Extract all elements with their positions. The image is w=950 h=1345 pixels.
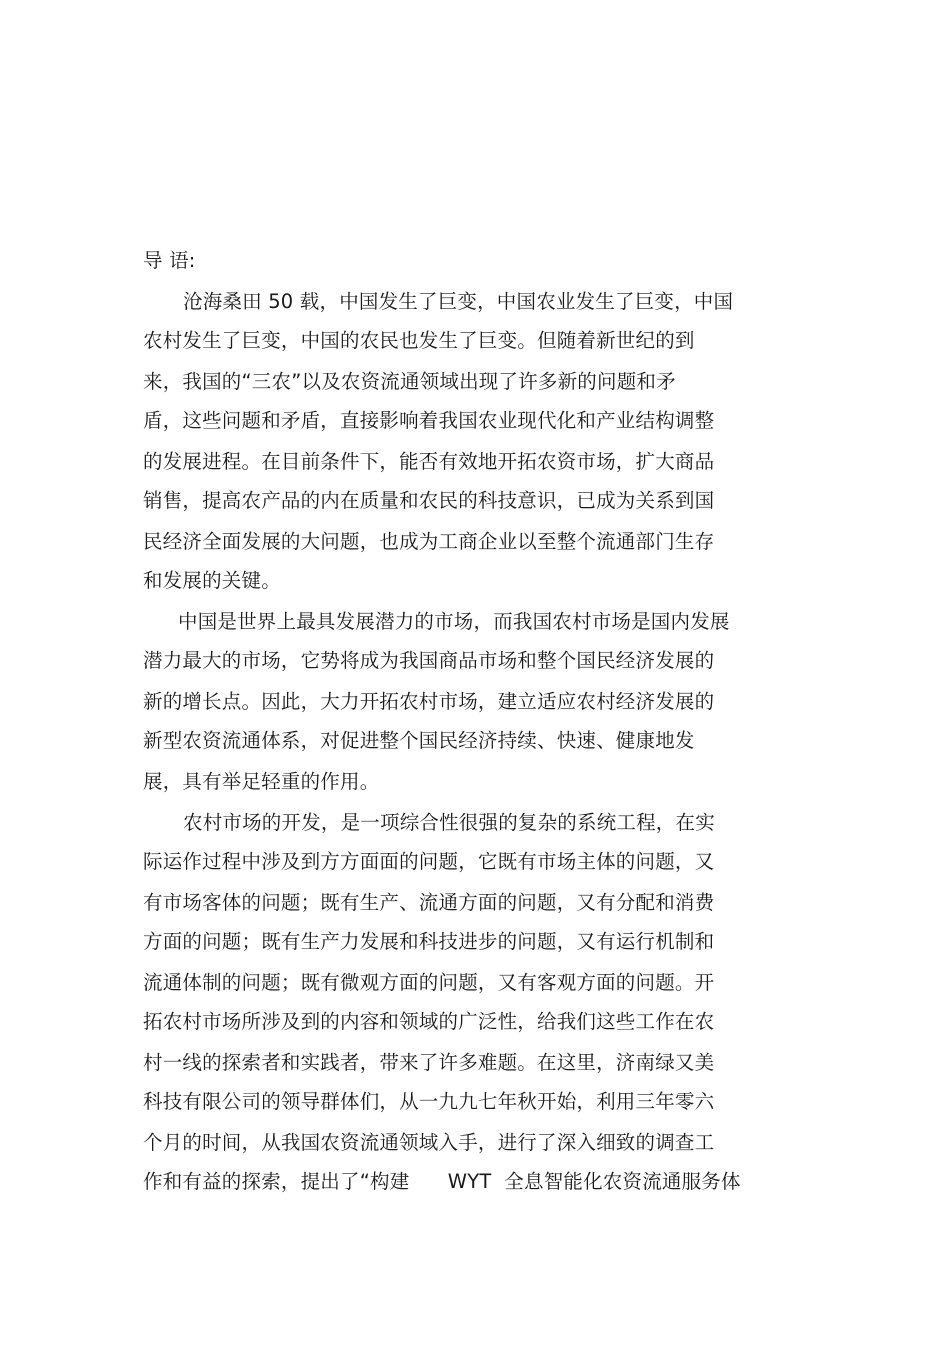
- text-line: 的发展进程。在目前条件下，能否有效地开拓农资市场，扩大商品: [143, 450, 715, 473]
- heading: 导 语:: [143, 249, 196, 272]
- text-line: 作和有益的探索，提出了“构建 WYT 全息智能化农资流通服务体: [143, 1170, 741, 1193]
- text-line: 展，具有举足轻重的作用。: [143, 770, 380, 793]
- text-line: 民经济全面发展的大问题，也成为工商企业以至整个流通部门生存: [143, 530, 715, 553]
- text-line: 新型农资流通体系，对促进整个国民经济持续、快速、健康地发: [143, 729, 695, 752]
- text-line: 和发展的关键。: [143, 569, 281, 592]
- text-line: 村一线的探索者和实践者，带来了许多难题。在这里，济南绿又美: [143, 1051, 715, 1074]
- text-line: 际运作过程中涉及到方方面面的问题，它既有市场主体的问题，又: [143, 850, 715, 873]
- text-line: 科技有限公司的领导群体们，从一九九七年秋开始，利用三年零六: [143, 1090, 715, 1113]
- text-line: 流通体制的问题；既有微观方面的问题，又有客观方面的问题。开: [143, 971, 715, 994]
- text-line: 农村市场的开发，是一项综合性很强的复杂的系统工程，在实: [183, 811, 715, 834]
- text-line: 有市场客体的问题；既有生产、流通方面的问题，又有分配和消费: [143, 891, 715, 914]
- text-line: 新的增长点。因此，大力开拓农村市场，建立适应农村经济发展的: [143, 690, 715, 713]
- text-line: 个月的时间，从我国农资流通领域入手，进行了深入细致的调查工: [143, 1131, 715, 1154]
- text-line: 拓农村市场所涉及到的内容和领域的广泛性，给我们这些工作在农: [143, 1010, 715, 1033]
- text-line: 销售，提高农产品的内在质量和农民的科技意识，已成为关系到国: [143, 489, 715, 512]
- text-line: 农村发生了巨变，中国的农民也发生了巨变。但随着新世纪的到: [143, 329, 695, 352]
- text-line: 中国是世界上最具发展潜力的市场，而我国农村市场是国内发展: [178, 610, 730, 633]
- text-line: 来，我国的“三农”以及农资流通领域出现了许多新的问题和矛: [143, 370, 676, 393]
- text-line: 盾，这些问题和矛盾，直接影响着我国农业现代化和产业结构调整: [143, 409, 715, 432]
- text-line: 潜力最大的市场，它势将成为我国商品市场和整个国民经济发展的: [143, 649, 715, 672]
- text-line: 方面的问题；既有生产力发展和科技进步的问题，又有运行机制和: [143, 930, 715, 953]
- text-line: 沧海桑田 50 载，中国发生了巨变，中国农业发生了巨变，中国: [183, 290, 734, 313]
